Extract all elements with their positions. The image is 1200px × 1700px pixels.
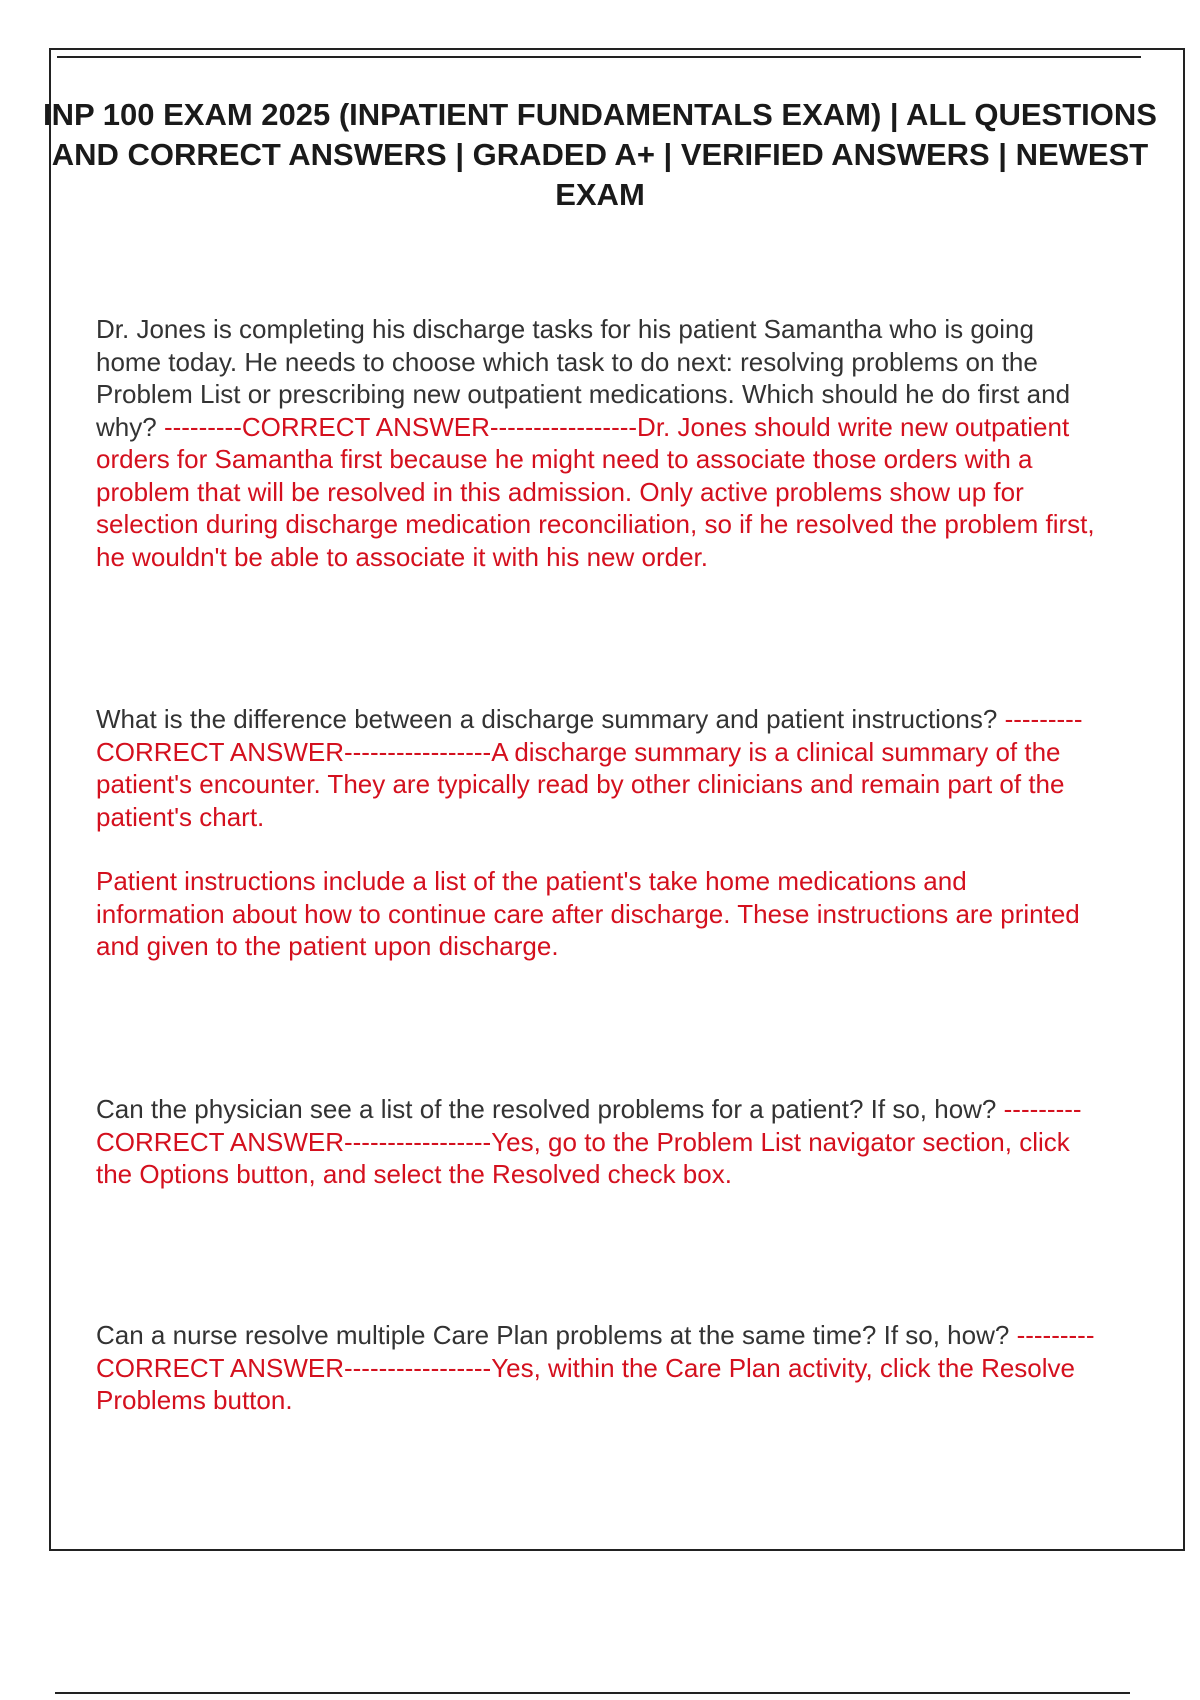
qa-item-2 bbox=[96, 703, 1096, 963]
answer-2: A discharge summary is a clinical summary of the patient's encounter. They are typically read by other clinicians and remain part of the patient's chart. bbox=[96, 736, 1065, 832]
answer-4: Yes, within the Care Plan activity, click the Resolve Problems button. bbox=[96, 1352, 1076, 1415]
answer-3: Yes, go to the Problem List navigator section, click the Options button, and select the Resolved check box. bbox=[96, 1126, 1070, 1189]
bottom-rule bbox=[55, 1692, 1130, 1694]
question-2: What is the difference between a discharge summary and patient instructions? bbox=[96, 704, 998, 734]
answer-marker-2: ---------CORRECT ANSWER----------------- bbox=[96, 704, 1083, 767]
qa-item-1 bbox=[96, 313, 1096, 573]
answer-marker-4: ---------CORRECT ANSWER----------------- bbox=[96, 1320, 1095, 1383]
answer-marker-1: ---------CORRECT ANSWER--------------- bbox=[163, 411, 620, 442]
answer-marker-3: ---------CORRECT ANSWER----------------- bbox=[96, 1094, 1082, 1157]
document-title: INP 100 EXAM 2025 (INPATIENT FUNDAMENTALS EXAM) | ALL QUESTIONS AND CORRECT ANSWERS | GRADED A+ | VERIFIED ANSWERS | NEWEST EXAM bbox=[43, 97, 1157, 212]
qa-item-4 bbox=[96, 1319, 1096, 1417]
question-3: Can the physician see a list of the resolved problems for a patient? If so, how? bbox=[96, 1094, 997, 1124]
top-rule bbox=[57, 56, 1141, 58]
question-4: Can a nurse resolve multiple Care Plan problems at the same time? If so, how? bbox=[96, 1320, 1010, 1350]
question-1: Dr. Jones is completing his discharge tasks for his patient Samantha who is going home today. He needs to choose which task to do next: resolving problems on the Problem List or prescribing new outpatient medications. Which should he do first and why? bbox=[96, 314, 1071, 442]
answer-1: --Dr. Jones should write new outpatient orders for Samantha first because he might need to associate those orders with a problem that will be resolved in this admission. Only active problems show up for selection during discharge medication reconciliation, so if he resolved the problem first, he wouldn't be able to associate it with his new order. bbox=[96, 411, 1095, 572]
qa-item-3 bbox=[96, 1093, 1096, 1191]
answer-2-continued: Patient instructions include a list of the patient's take home medications and information about how to continue care after discharge. These instructions are printed and given to the patient upon discharge. bbox=[96, 866, 1080, 961]
